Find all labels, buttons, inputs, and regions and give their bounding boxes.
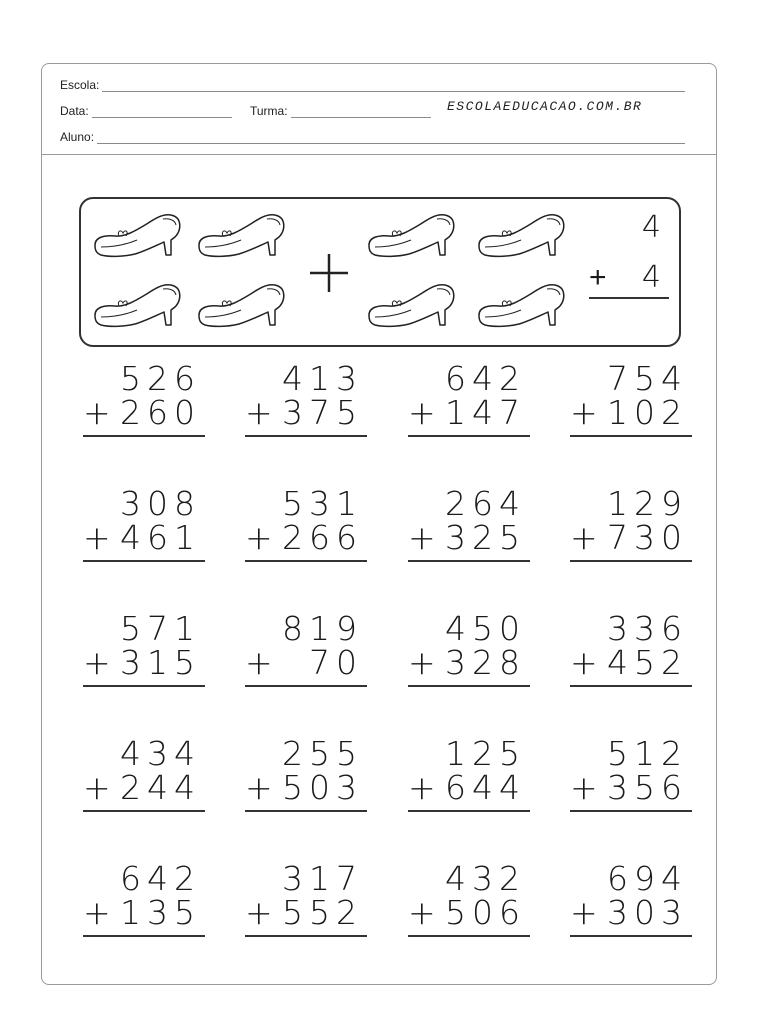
addition-problem <box>408 361 530 451</box>
class-field <box>250 104 431 118</box>
student-field <box>60 130 685 144</box>
answer-line[interactable] <box>245 810 367 812</box>
example-sum-line <box>589 297 669 299</box>
shoe-icon <box>195 211 287 259</box>
top-number: 754 <box>607 359 688 398</box>
site-name: ESCOLAEDUCACAO.COM.BR <box>447 99 643 114</box>
plus-sign: + <box>408 643 436 682</box>
addition-problem <box>408 861 530 951</box>
top-number: 642 <box>120 859 201 898</box>
plus-sign: + <box>570 893 598 932</box>
answer-line[interactable] <box>245 685 367 687</box>
plus-sign: + <box>245 393 273 432</box>
plus-icon <box>307 251 351 295</box>
addition-problem <box>83 486 205 576</box>
shoe-icon <box>475 211 567 259</box>
plus-sign: + <box>570 643 598 682</box>
bottom-number: 552 <box>282 893 363 932</box>
date-label: Data: <box>60 104 89 118</box>
answer-line[interactable] <box>408 560 530 562</box>
top-number: 531 <box>282 484 363 523</box>
bottom-number: 503 <box>282 768 363 807</box>
top-number: 571 <box>120 609 201 648</box>
top-number: 512 <box>607 734 688 773</box>
bottom-number: 325 <box>445 518 526 557</box>
answer-line[interactable] <box>570 935 692 937</box>
bottom-number: 452 <box>607 643 688 682</box>
top-number: 413 <box>282 359 363 398</box>
plus-sign: + <box>408 518 436 557</box>
date-field <box>60 104 232 118</box>
addition-problem <box>570 486 692 576</box>
answer-line[interactable] <box>245 435 367 437</box>
top-number: 336 <box>607 609 688 648</box>
answer-line[interactable] <box>83 810 205 812</box>
student-label: Aluno: <box>60 130 95 144</box>
shoe-icon <box>91 211 183 259</box>
bottom-number: 303 <box>607 893 688 932</box>
addition-problem <box>570 361 692 451</box>
bottom-number: 461 <box>120 518 201 557</box>
answer-line[interactable] <box>408 435 530 437</box>
top-number: 317 <box>282 859 363 898</box>
answer-line[interactable] <box>245 560 367 562</box>
example-sum <box>589 207 669 317</box>
shoe-icon <box>365 211 457 259</box>
addition-problem <box>245 361 367 451</box>
bottom-number: 356 <box>607 768 688 807</box>
plus-sign: + <box>83 393 111 432</box>
addition-problem <box>245 861 367 951</box>
bottom-number: 644 <box>445 768 526 807</box>
addition-problem <box>570 861 692 951</box>
top-number: 526 <box>120 359 201 398</box>
addition-problem <box>83 736 205 826</box>
date-line[interactable] <box>92 105 232 118</box>
answer-line[interactable] <box>83 935 205 937</box>
bottom-number: 244 <box>120 768 201 807</box>
bottom-number: 102 <box>607 393 688 432</box>
school-field <box>60 78 685 92</box>
bottom-number: 70 <box>309 643 363 682</box>
answer-line[interactable] <box>570 810 692 812</box>
top-number: 264 <box>445 484 526 523</box>
plus-sign: + <box>245 893 273 932</box>
addition-problem <box>83 361 205 451</box>
bottom-number: 260 <box>120 393 201 432</box>
plus-sign: + <box>83 768 111 807</box>
school-line[interactable] <box>102 79 685 92</box>
answer-line[interactable] <box>408 935 530 937</box>
addition-problem <box>570 611 692 701</box>
plus-sign: + <box>570 393 598 432</box>
addition-problem <box>245 611 367 701</box>
answer-line[interactable] <box>245 935 367 937</box>
top-number: 434 <box>120 734 201 773</box>
answer-line[interactable] <box>83 685 205 687</box>
plus-sign: + <box>245 643 273 682</box>
top-number: 450 <box>445 609 526 648</box>
bottom-number: 328 <box>445 643 526 682</box>
bottom-number: 135 <box>120 893 201 932</box>
plus-sign: + <box>245 768 273 807</box>
example-plus-sign: + <box>589 261 607 294</box>
example-box <box>79 197 681 347</box>
shoe-icon <box>475 281 567 329</box>
top-number: 694 <box>607 859 688 898</box>
bottom-number: 147 <box>445 393 526 432</box>
student-line[interactable] <box>97 131 685 144</box>
answer-line[interactable] <box>83 560 205 562</box>
top-number: 642 <box>445 359 526 398</box>
bottom-number: 375 <box>282 393 363 432</box>
shoe-icon <box>91 281 183 329</box>
shoe-icon <box>195 281 287 329</box>
class-line[interactable] <box>291 105 431 118</box>
addition-problem <box>408 486 530 576</box>
shoe-icon <box>365 281 457 329</box>
plus-sign: + <box>83 893 111 932</box>
top-number: 308 <box>120 484 201 523</box>
example-top-number: 4 <box>641 210 661 245</box>
plus-sign: + <box>245 518 273 557</box>
plus-sign: + <box>408 893 436 932</box>
top-number: 432 <box>445 859 526 898</box>
example-bottom-number: 4 <box>641 260 661 295</box>
top-number: 819 <box>282 609 363 648</box>
addition-problem <box>83 861 205 951</box>
class-label: Turma: <box>250 104 288 118</box>
addition-problem <box>570 736 692 826</box>
bottom-number: 315 <box>120 643 201 682</box>
addition-problem <box>408 611 530 701</box>
answer-line[interactable] <box>83 435 205 437</box>
top-number: 125 <box>445 734 526 773</box>
top-number: 129 <box>607 484 688 523</box>
answer-line[interactable] <box>570 435 692 437</box>
addition-problem <box>245 486 367 576</box>
answer-line[interactable] <box>408 685 530 687</box>
school-label: Escola: <box>60 78 100 92</box>
bottom-number: 730 <box>607 518 688 557</box>
answer-line[interactable] <box>570 685 692 687</box>
worksheet <box>41 63 717 985</box>
plus-sign: + <box>83 518 111 557</box>
plus-sign: + <box>570 518 598 557</box>
answer-line[interactable] <box>408 810 530 812</box>
bottom-number: 266 <box>282 518 363 557</box>
top-number: 255 <box>282 734 363 773</box>
answer-line[interactable] <box>570 560 692 562</box>
addition-problem <box>408 736 530 826</box>
worksheet-header <box>42 64 716 155</box>
addition-problem <box>245 736 367 826</box>
plus-sign: + <box>83 643 111 682</box>
plus-sign: + <box>570 768 598 807</box>
bottom-number: 506 <box>445 893 526 932</box>
plus-sign: + <box>408 393 436 432</box>
addition-problem <box>83 611 205 701</box>
plus-sign: + <box>408 768 436 807</box>
